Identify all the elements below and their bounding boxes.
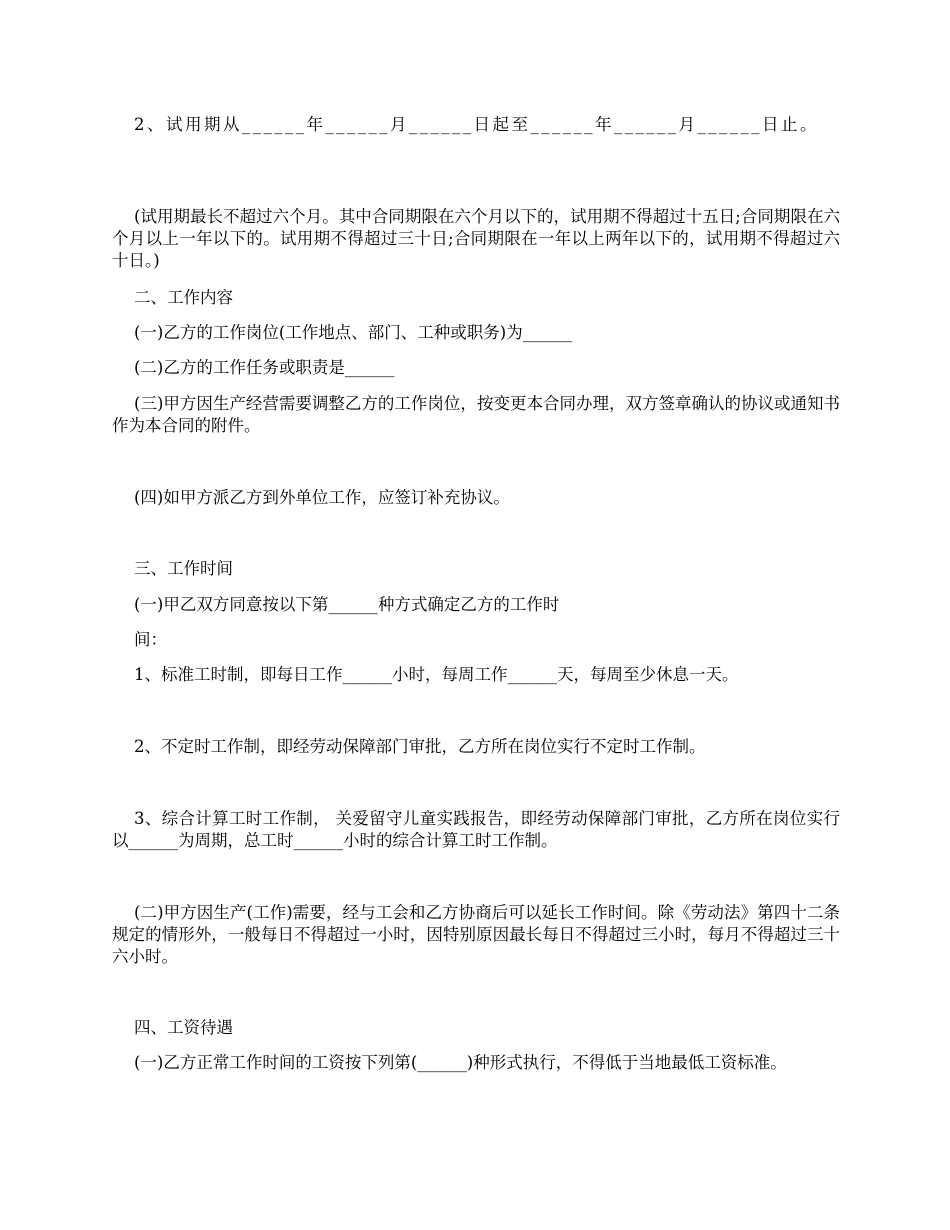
paragraph-probation-dates: 2、试用期从______年______月______日起至______年______月______日止。	[134, 115, 819, 134]
section-heading-work-content: 二、工作内容	[134, 288, 233, 307]
paragraph-standard-hours: 1、标准工时制，即每日工作______小时，每周工作______天，每周至少休息一天。	[134, 665, 739, 684]
section-heading-wages: 四、工资待遇	[134, 1018, 233, 1037]
paragraph-work-time-method: (一)甲乙双方同意按以下第______种方式确定乙方的工作时	[134, 595, 560, 614]
paragraph-comprehensive-hours: 3、综合计算工时工作制， 关爱留守儿童实践报告，即经劳动保障部门审批，乙方所在岗位实行以______为周期，总工时______小时的综合计算工时工作制。	[112, 809, 840, 850]
paragraph-work-duties: (二)乙方的工作任务或职责是______	[134, 358, 395, 377]
section-heading-work-time: 三、工作时间	[134, 559, 233, 578]
paragraph-flexible-hours: 2、不定时工作制，即经劳动保障部门审批，乙方所在岗位实行不定时工作制。	[134, 737, 706, 756]
paragraph-probation-limits: (试用期最长不超过六个月。其中合同期限在六个月以下的，试用期不得超过十五日;合同期限在六个月以上一年以下的。试用期不得超过三十日;合同期限在一年以上两年以下的，试用期不得超过六十日。)	[112, 207, 840, 270]
paragraph-position-adjustment: (三)甲方因生产经营需要调整乙方的工作岗位，按变更本合同办理，双方签章确认的协议或通知书作为本合同的附件。	[112, 394, 840, 435]
paragraph-overtime: (二)甲方因生产(工作)需要，经与工会和乙方协商后可以延长工作时间。除《劳动法》第四十二条规定的情形外，一般每日不得超过一小时，因特别原因最长每日不得超过三小时，每月不得超过三十六小时。	[112, 903, 840, 966]
paragraph-work-position: (一)乙方的工作岗位(工作地点、部门、工种或职务)为______	[134, 323, 573, 342]
paragraph-external-assignment: (四)如甲方派乙方到外单位工作，应签订补充协议。	[134, 488, 510, 507]
paragraph-work-time-method-cont: 间：	[134, 630, 167, 649]
paragraph-wage-form: (一)乙方正常工作时间的工资按下列第(______)种形式执行，不得低于当地最低工资标准。	[134, 1053, 787, 1072]
